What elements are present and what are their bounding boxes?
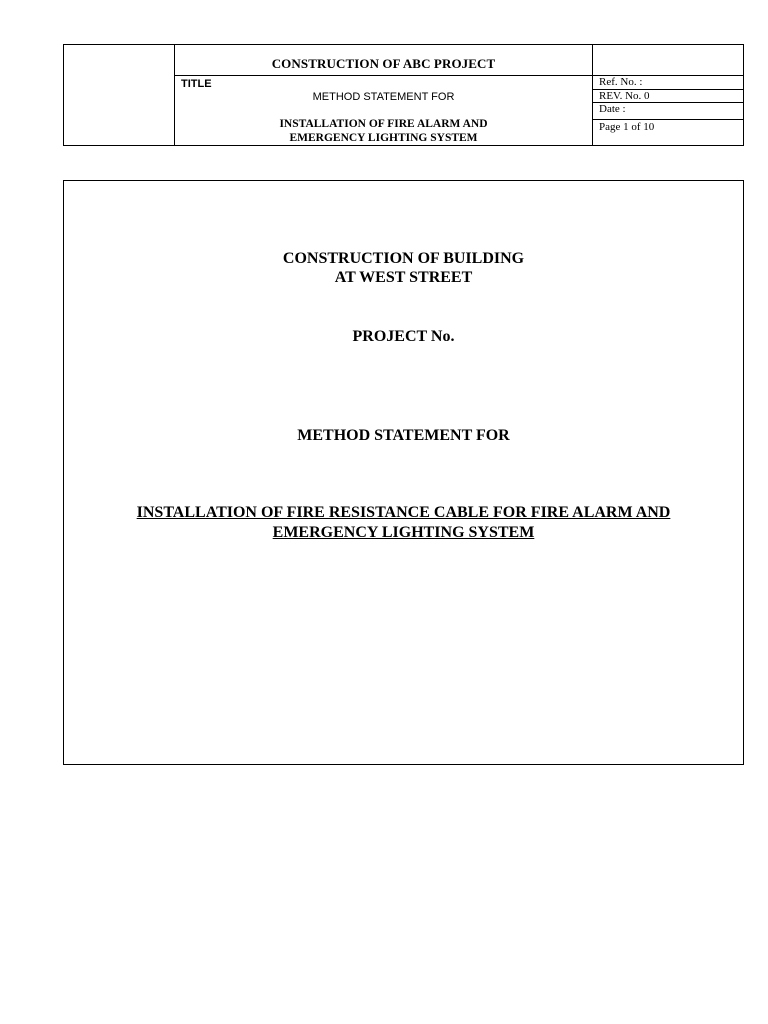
cover-building-line2: AT WEST STREET [334,269,473,286]
document-header [63,44,744,146]
installation-title-line2: EMERGENCY LIGHTING SYSTEM [289,132,478,144]
method-statement-label: METHOD STATEMENT FOR [312,91,455,103]
cover-box [63,180,744,765]
cover-subject-line1: INSTALLATION OF FIRE RESISTANCE CABLE FOR FIRE ALARM AND [136,504,671,521]
page-number: Page 1 of 10 [599,121,655,133]
cover-project-no: PROJECT No. [352,328,455,345]
header-rule-date [592,119,744,120]
cover-subject-line2: EMERGENCY LIGHTING SYSTEM [272,524,535,541]
project-title: CONSTRUCTION OF ABC PROJECT [271,56,496,71]
rev-no: REV. No. 0 [599,90,650,102]
ref-no: Ref. No. : [599,76,643,88]
title-label: TITLE [181,78,212,90]
installation-title-line1: INSTALLATION OF FIRE ALARM AND [279,118,488,130]
header-divider-right [592,45,593,145]
date-field: Date : [599,103,626,115]
cover-building-line1: CONSTRUCTION OF BUILDING [282,250,525,267]
cover-method-statement: METHOD STATEMENT FOR [297,427,510,444]
header-rule-title [174,75,744,76]
